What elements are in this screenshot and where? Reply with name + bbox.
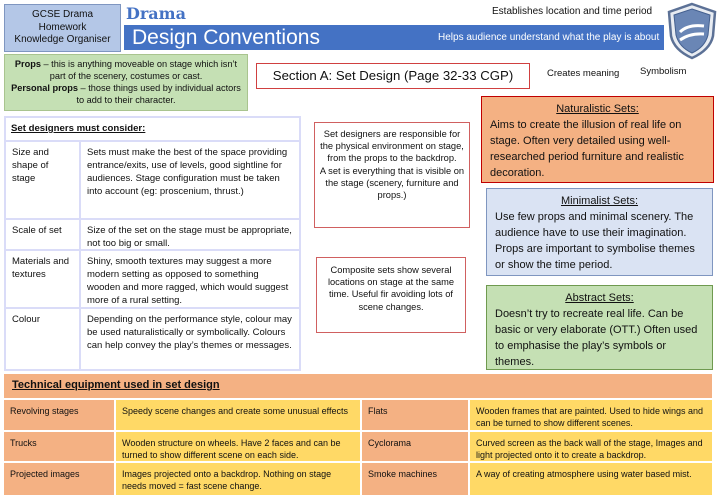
tech-label: Flats — [362, 400, 468, 430]
props-definition: – this is anything moveable on stage which isn’t part of the scenery, costumes or cast. — [40, 59, 238, 81]
tech-text: Curved screen as the back wall of the stage, Images and light projected onto it to create a backdrop. — [470, 432, 712, 461]
consider-row — [6, 251, 299, 307]
establishes-location-note: Establishes location and time period — [492, 6, 653, 17]
tech-label: Cyclorama — [362, 432, 468, 461]
consider-row — [6, 309, 299, 369]
consider-row-label: Materials and textures — [6, 251, 79, 307]
personal-props-definition: – those things used by individual actors to add to their character. — [76, 83, 241, 105]
set-designer-responsibility-note — [314, 122, 470, 228]
consider-row — [6, 142, 299, 218]
shield-logo-icon — [666, 2, 718, 60]
section-a-heading: Section A: Set Design (Page 32-33 CGP) — [256, 63, 530, 89]
symbolism-note: Symbolism — [640, 66, 687, 77]
tech-text: Wooden structure on wheels. Have 2 faces and can be turned to show different scene on each side. — [116, 432, 360, 461]
tech-label: Revolving stages — [4, 400, 114, 430]
consider-row-label: Colour — [6, 309, 79, 369]
consider-row-label: Scale of set — [6, 220, 79, 249]
tech-text: Wooden frames that are painted. Used to hide wings and can be turned to show different scenes. — [470, 400, 712, 430]
tech-text: A way of creating atmosphere using water based mist. — [470, 463, 712, 495]
minimalist-title: Minimalist Sets: — [560, 195, 639, 207]
consider-row — [6, 220, 299, 249]
consider-row-label: Size and shape of stage — [6, 142, 79, 218]
header-line: Homework — [38, 21, 87, 33]
naturalistic-text: Aims to create the illusion of real life on stage. Often very detailed using well-researched period furniture and realistic decoration. — [490, 119, 684, 179]
tech-label: Trucks — [4, 432, 114, 461]
props-term: Props — [14, 59, 41, 69]
consider-row-text: Size of the set on the stage must be appropriate, not too big or small. — [81, 220, 299, 249]
minimalist-text: Use few props and minimal scenery. The audience have to use their imagination. Props are important to symbolise themes or show the time period. — [495, 211, 695, 271]
naturalistic-sets-box — [481, 96, 714, 183]
personal-props-term: Personal props — [11, 83, 78, 93]
page-title: Design Conventions — [132, 26, 320, 49]
responsibility-text: Set designers are responsible for the physical environment on stage, from the props to the backdrop. A set is everything that is visible on the stage (scenery, furniture and props.) — [319, 129, 465, 201]
tech-label: Projected images — [4, 463, 114, 495]
consider-table-title: Set designers must consider: — [6, 118, 299, 140]
composite-sets-note: Composite sets show several locations on stage at the same time. Useful fir avoiding lots of scene changes. — [316, 257, 466, 333]
tech-text: Images projected onto a backdrop. Nothing on stage needs moved = fast scene change. — [116, 463, 360, 495]
consider-row-text: Depending on the performance style, colour may be used naturalistically or symbolically. Colours can help convey the play’s themes or messages. — [81, 309, 299, 369]
consider-row-text: Shiny, smooth textures may suggest a more modern setting as opposed to something wooden and more ragged, which would suggest more of a rural setting. — [81, 251, 299, 307]
abstract-title: Abstract Sets: — [565, 292, 634, 304]
abstract-sets-box — [486, 285, 713, 370]
minimalist-sets-box — [486, 188, 713, 276]
technical-equipment-heading: Technical equipment used in set design — [4, 374, 712, 398]
consider-row-text: Sets must make the best of the space providing entrance/exits, use of levels, good sightline for audiences. Stage configuration must be taken into account (eg: proscenium, thrust.) — [81, 142, 299, 218]
naturalistic-title: Naturalistic Sets: — [556, 103, 639, 115]
props-definition-box — [4, 54, 248, 111]
tech-text: Speedy scene changes and create some unusual effects — [116, 400, 360, 430]
subject-heading: Drama — [126, 4, 186, 23]
header-info-box — [4, 4, 121, 52]
tech-label: Smoke machines — [362, 463, 468, 495]
abstract-text: Doesn’t try to recreate real life. Can be basic or very elaborate (OTT.) Often used to emphasise the play’s symbols or themes. — [495, 308, 698, 368]
header-line: Knowledge Organiser — [14, 34, 111, 45]
creates-meaning-note: Creates meaning — [547, 68, 620, 79]
helps-audience-note: Helps audience understand what the play is about — [438, 32, 660, 43]
header-line: GCSE Drama — [31, 9, 94, 20]
